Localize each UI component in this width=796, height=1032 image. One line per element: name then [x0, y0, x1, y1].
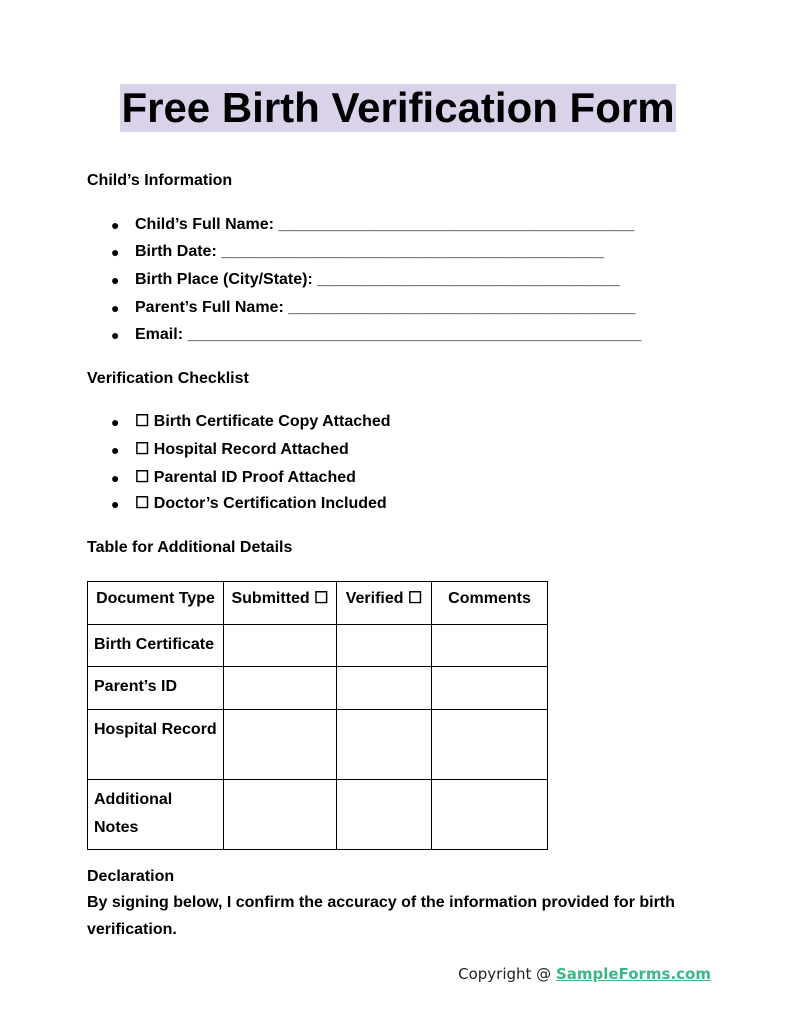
table-cell: Hospital Record	[88, 710, 224, 780]
field-child-name: Child’s Full Name: ________________________________________	[135, 216, 635, 233]
table-cell[interactable]	[432, 710, 548, 780]
bullet-icon: ●	[111, 272, 120, 288]
column-header-verified: Verified ☐	[337, 582, 432, 625]
bullet-icon: ●	[111, 244, 120, 260]
bullet-icon: ●	[111, 300, 120, 316]
table-cell[interactable]	[224, 780, 337, 850]
column-header-comments: Comments	[432, 582, 548, 625]
page-title-container	[0, 84, 796, 132]
table-cell[interactable]	[432, 667, 548, 710]
table-cell[interactable]	[432, 780, 548, 850]
table-cell[interactable]	[337, 780, 432, 850]
field-birth-date: Birth Date: ___________________________________________	[135, 243, 604, 260]
bullet-icon: ●	[111, 327, 120, 343]
checklist-heading: Verification Checklist	[87, 370, 249, 387]
child-info-heading: Child’s Information	[87, 172, 233, 189]
table-cell[interactable]	[224, 710, 337, 780]
table-cell[interactable]	[432, 625, 548, 667]
bullet-icon: ●	[111, 496, 120, 512]
table-row	[88, 710, 548, 780]
table-row	[88, 780, 548, 850]
brand-link[interactable]: SampleForms.com	[555, 965, 711, 983]
checklist-item-label: ☐ Birth Certificate Copy Attached	[135, 413, 391, 430]
table-cell[interactable]	[224, 667, 337, 710]
field-email: Email: ___________________________________________________	[135, 326, 642, 343]
declaration-text: By signing below, I confirm the accuracy of the information provided for birth verification.	[87, 894, 675, 938]
details-table	[87, 581, 548, 850]
field-birth-place: Birth Place (City/State): __________________________________	[135, 271, 620, 288]
page-title: Free Birth Verification Form	[121, 84, 675, 131]
bullet-icon: ●	[111, 414, 120, 430]
table-row	[88, 625, 548, 667]
table-cell: Birth Certificate	[88, 625, 224, 667]
field-parent-name: Parent’s Full Name: _______________________________________	[135, 299, 636, 316]
copyright-prefix: Copyright @	[458, 965, 556, 983]
declaration-heading: Declaration	[87, 868, 175, 885]
table-cell[interactable]	[337, 710, 432, 780]
table-cell[interactable]	[224, 625, 337, 667]
bullet-icon: ●	[111, 470, 120, 486]
table-cell[interactable]	[337, 667, 432, 710]
table-cell: Parent’s ID	[88, 667, 224, 710]
table-cell[interactable]	[337, 625, 432, 667]
checklist-item-label: ☐ Hospital Record Attached	[135, 441, 349, 458]
table-header-row	[88, 582, 548, 625]
table-row	[88, 667, 548, 710]
bullet-icon: ●	[111, 442, 120, 458]
column-header-document-type: Document Type	[88, 582, 224, 625]
table-cell: Additional Notes	[88, 780, 224, 850]
copyright-footer	[458, 964, 711, 984]
bullet-icon: ●	[111, 217, 120, 233]
checklist-item-label: ☐ Doctor’s Certification Included	[135, 495, 387, 512]
checklist-item-label: ☐ Parental ID Proof Attached	[135, 469, 356, 486]
table-heading: Table for Additional Details	[87, 539, 293, 556]
column-header-submitted: Submitted ☐	[224, 582, 337, 625]
